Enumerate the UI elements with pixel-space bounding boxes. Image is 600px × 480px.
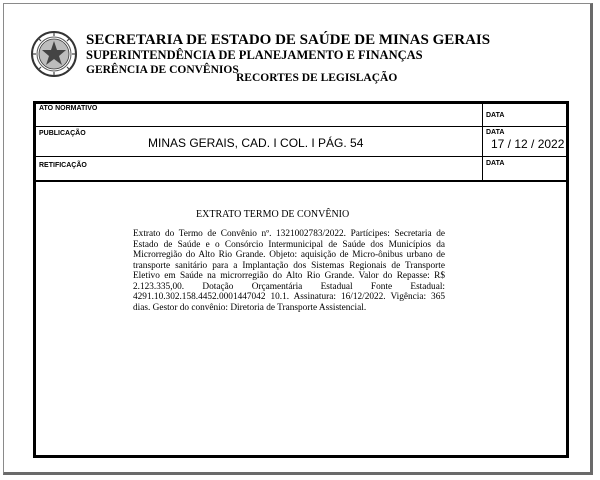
retificacao-date-label: DATA (486, 160, 505, 167)
excerpt-title: EXTRATO TERMO DE CONVÊNIO (196, 209, 350, 220)
column-divider (482, 126, 483, 156)
publicacao-row (36, 126, 566, 157)
state-seal-icon (30, 30, 78, 78)
management-name: GERÊNCIA DE CONVÊNIOS (86, 64, 239, 76)
ato-normativo-row (36, 104, 566, 127)
legislation-form (33, 101, 569, 458)
publicacao-value: MINAS GERAIS, CAD. I COL. I PÁG. 54 (148, 136, 364, 150)
column-divider (482, 104, 483, 126)
secretariat-name: SECRETARIA DE ESTADO DE SAÚDE DE MINAS GERAIS (86, 32, 491, 48)
retificacao-row (36, 156, 566, 182)
excerpt-body: Extrato do Termo de Convênio nº. 1321002783/2022. Partícipes: Secretaria de Estado de Saúde e o Consórcio Intermunicipal de Saúde dos Municípios da Microrregião do Alto Rio Grande. Objeto: aquisição de Micro-ônibus urbano de transporte sanitário para a Implantação dos Sistemas Regionais de Transporte Eletivo em Saúde na microrregião do Alto Rio Grande. Valor do Repasse: R$ 2.123.335,00. Dotação Orçamentária Estadual Fonte Estadual: 4291.10.302.158.4452.0001447042 10.1. Assinatura: 16/12/2022. Vigência: 365 dias. Gestor do convênio: Diretoria de Transporte Assistencial. (133, 229, 445, 313)
publicacao-date: 17 / 12 / 2022 (491, 137, 565, 151)
retificacao-label: RETIFICAÇÃO (39, 162, 87, 169)
ato-normativo-date-label: DATA (486, 112, 505, 119)
publicacao-date-label: DATA (486, 129, 505, 136)
document-title: RECORTES DE LEGISLAÇÃO (236, 72, 398, 84)
ato-normativo-label: ATO NORMATIVO (39, 105, 98, 112)
publicacao-label: PUBLICAÇÃO (39, 130, 86, 137)
superintendency-name: SUPERINTENDÊNCIA DE PLANEJAMENTO E FINANÇAS (86, 48, 423, 62)
column-divider (482, 156, 483, 180)
